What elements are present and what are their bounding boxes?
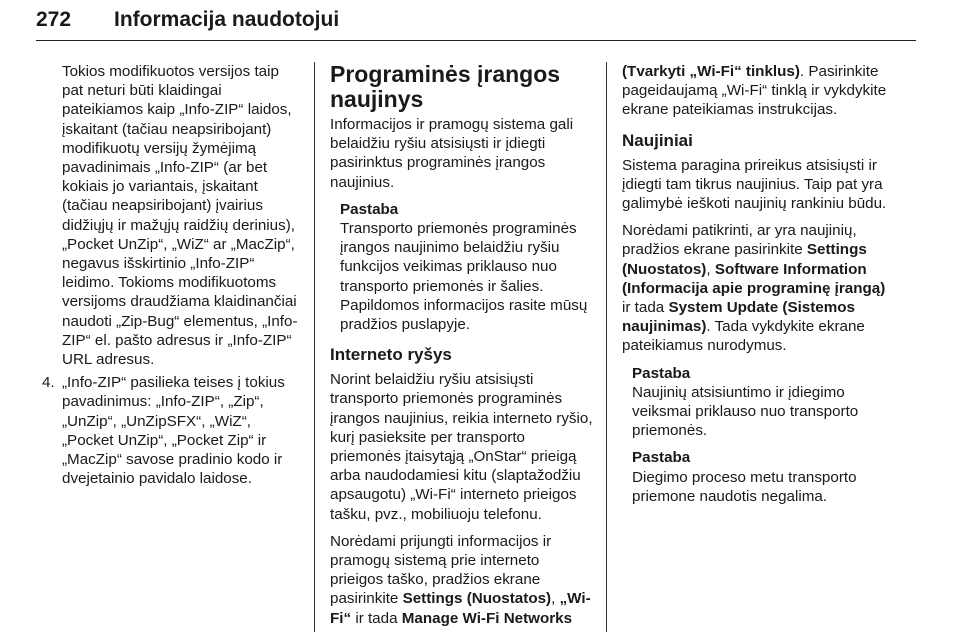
page-header (36, 6, 916, 41)
software-info-label: Software Information (Informacija apie programinę įrangą) (622, 260, 886, 297)
settings-label: Settings (Nuostatos) (622, 241, 867, 278)
note-box-1 (622, 364, 892, 441)
list-item-number: 4. (42, 374, 55, 392)
continuation-paragraph (622, 62, 892, 120)
manage-wifi-translation: (Tvarkyti „Wi-Fi“ tinklus) (622, 63, 800, 80)
list-item-4 (36, 373, 304, 488)
column-left (36, 62, 304, 488)
subheading-updates: Naujiniai (622, 130, 693, 150)
note-box-2 (622, 448, 892, 506)
intro-paragraph: Informacijos ir pramogų sistema gali belaidžiu ryšiu atsisiųsti ir įdiegti pasirinktus programinės įrangos naujinius. (330, 116, 574, 191)
section-heading: Programinės įrangos naujinys (330, 61, 561, 112)
note-text: Diegimo proceso metu transporto priemone naudotis negalima. (632, 468, 857, 505)
continuation-text: . Pasirinkite pageidaujamą „Wi-Fi“ tinklą ir vykdykite ekrane pateikiamas instrukcijas. (622, 63, 887, 119)
note-text: Transporto priemonės programinės įrangos naujinimo belaidžiu ryšiu funkcijos veikimas priklauso nuo transporto priemonės ir šalies. Papildomos informacijos rasite mūsų pradžios puslapyje. (340, 220, 588, 334)
connect-text: Norėdami prijungti informacijos ir pramogų sistemą prie interneto prieigos taško, pradžios ekrane pasirinkite (330, 532, 552, 608)
column-divider-1 (314, 62, 315, 632)
note-label: Pastaba (632, 364, 691, 382)
column-divider-2 (606, 62, 607, 632)
wifi-label: „Wi-Fi“ (330, 590, 591, 627)
updates-paragraph: Sistema paragina prireikus atsisiųsti ir įdiegti tam tikrus naujinius. Taip pat yra galimybė ieškoti naujinių rankiniu būdu. (622, 156, 887, 213)
list-item-text: „Info-ZIP“ pasilieka teises į tokius pavadinimus: „Info-ZIP“, „Zip“, „UnZip“, „UnZipSFX“, „WiZ“, „Pocket UnZip“, „Pocket Zip“ ir „MacZip“ savose pradinio kodo ir dvejetainio pavidalo laidose. (62, 374, 285, 488)
note-label: Pastaba (632, 449, 691, 467)
column-middle (330, 62, 594, 628)
connector-text: ir tada (622, 299, 669, 317)
check-updates-paragraph (622, 221, 892, 355)
manage-wifi-label: Manage Wi-Fi Networks (401, 609, 573, 627)
separator-text: , (706, 260, 715, 278)
note-label: Pastaba (340, 200, 399, 218)
check-end-text: . Tada vykdykite ekrane pateikiamus nurodymus. (622, 318, 865, 355)
connect-paragraph (330, 532, 594, 628)
note-text: Naujinių atsisiuntimo ir įdiegimo veiksmai priklauso nuo transporto priemonės. (632, 383, 859, 440)
page-number: 272 (36, 8, 72, 31)
settings-label: Settings (Nuostatos) (402, 590, 552, 608)
subheading-internet: Interneto ryšys (330, 345, 452, 365)
system-update-label: System Update (Sistemos naujinimas) (622, 299, 855, 336)
check-text: Norėdami patikrinti, ar yra naujinių, pradžios ekrane pasirinkite (622, 222, 857, 259)
connector-text: ir tada (351, 609, 402, 627)
license-paragraph: Tokios modifikuotos versijos taip pat neturi būti klaidingai pateikiamos kaip „Info-ZIP“ laidos, įskaitant (tačiau neapsiribojant) modifikuotų versijų žymėjimą pavadinimais „Info-ZIP“ (ar bet kokiais jo variantais, įskaitant (tačiau neapsiribojant) įvairius didžiųjų ir mažųjų raidžių derinius), „Pocket UnZip“, „WiZ“ ar „MacZip“, negavus išskirtinio „Info-ZIP“ leidimo. Tokioms modifikuotoms versijoms draudžiama klaidinančiai naudoti „Zip-Bug“ elementus, „Info-ZIP“ el. pašto adresus ir „Info-ZIP“ URL adresus. (62, 63, 298, 369)
separator-text: , (551, 590, 560, 608)
internet-paragraph: Norint belaidžiu ryšiu atsisiųsti transporto priemonės programinės įrangos naujinius, reikia interneto ryšio, kurį pasieksite per transporto priemonės įtaisytąją „OnStar“ prieigą arba naudodamiesi kitu (slaptažodžiu apsaugotu) „Wi-Fi“ interneto prieigos tašku, pvz., mobiliuoju telefonu. (330, 371, 593, 523)
page-title: Informacija naudotojui (114, 8, 340, 31)
note-box (330, 200, 594, 334)
column-right (622, 62, 892, 506)
